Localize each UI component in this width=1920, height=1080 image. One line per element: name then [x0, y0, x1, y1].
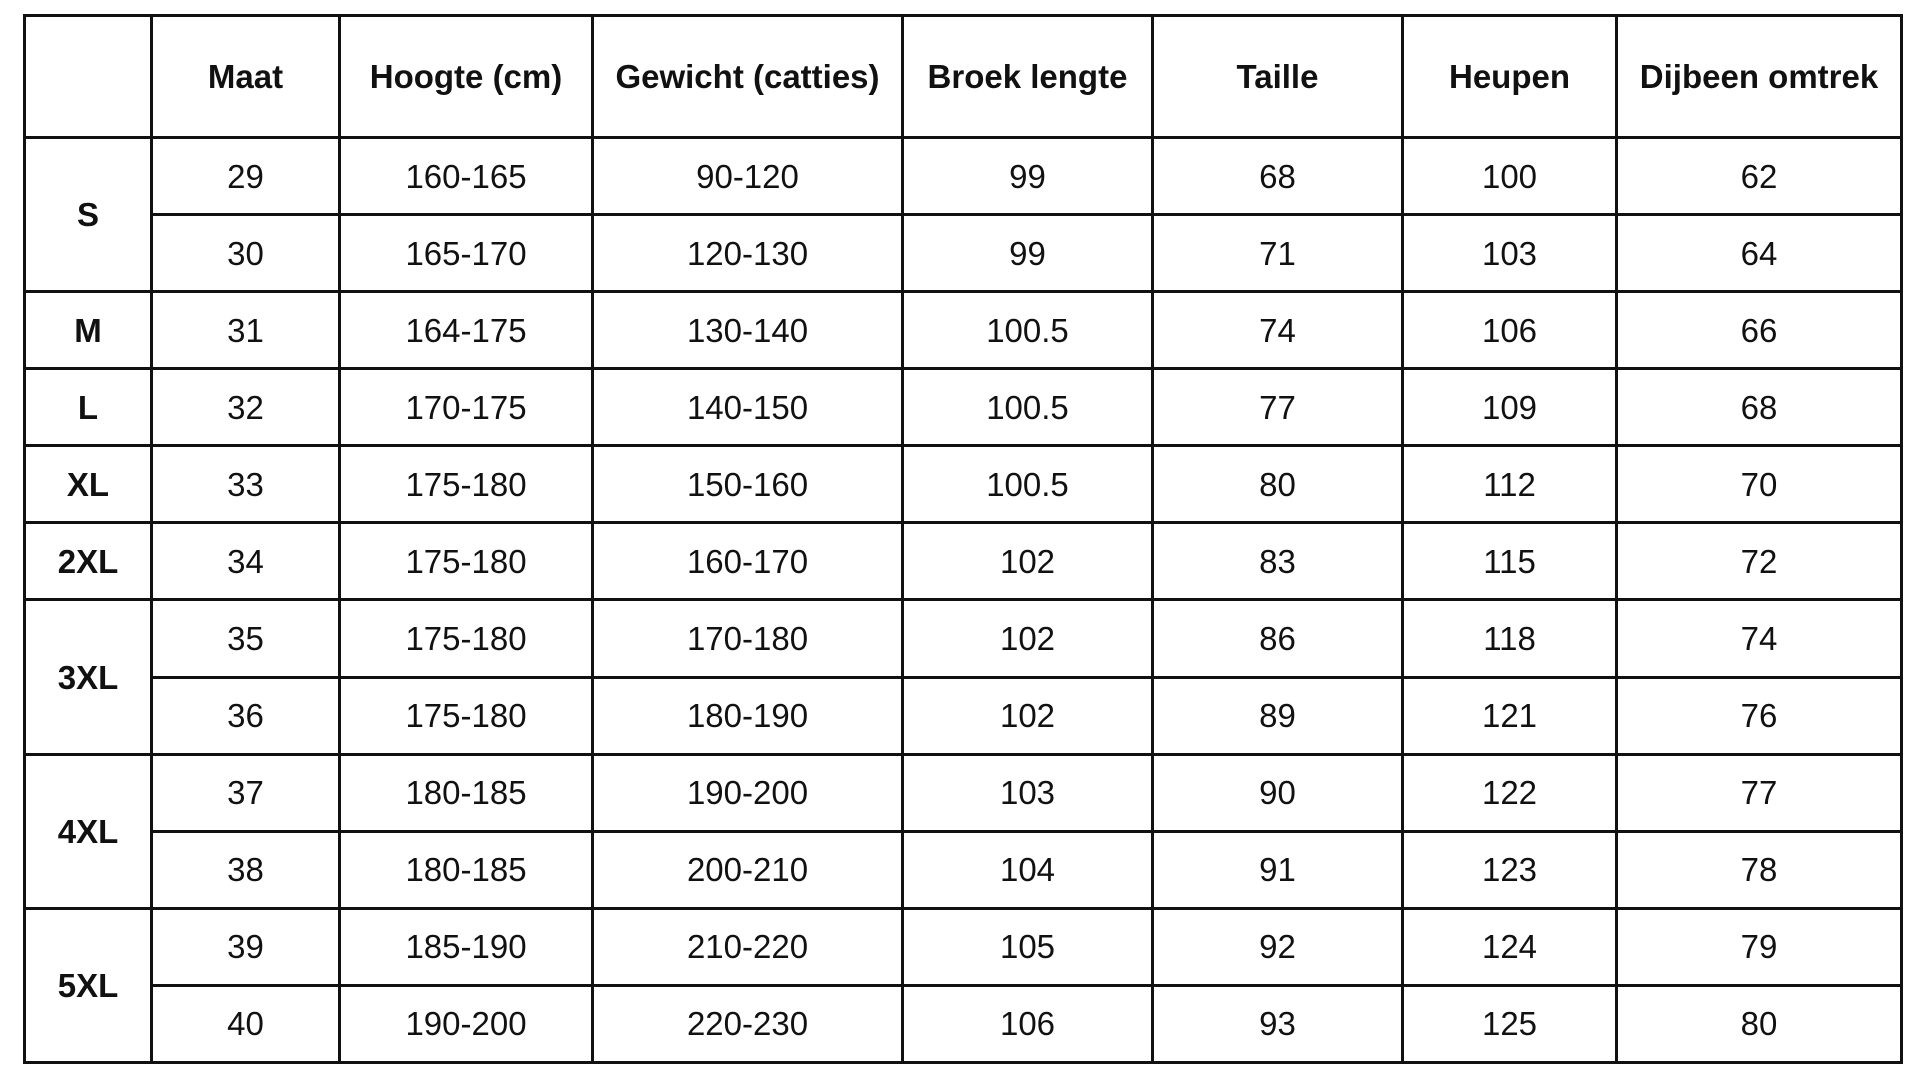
cell-heupen: 123 — [1403, 831, 1617, 908]
cell-hoogte: 175-180 — [340, 600, 593, 677]
table-row — [25, 138, 1902, 215]
cell-hoogte: 175-180 — [340, 677, 593, 754]
cell-gewicht: 150-160 — [593, 446, 903, 523]
cell-heupen: 112 — [1403, 446, 1617, 523]
cell-hoogte: 180-185 — [340, 831, 593, 908]
table-row — [25, 600, 1902, 677]
table-row — [25, 369, 1902, 446]
size-label-cell: XL — [25, 446, 152, 523]
cell-maat: 33 — [152, 446, 340, 523]
cell-gewicht: 170-180 — [593, 600, 903, 677]
cell-dijbeen-omtrek: 74 — [1617, 600, 1902, 677]
cell-maat: 40 — [152, 985, 340, 1062]
cell-broek-lengte: 99 — [903, 138, 1153, 215]
cell-gewicht: 190-200 — [593, 754, 903, 831]
cell-broek-lengte: 102 — [903, 677, 1153, 754]
cell-heupen: 109 — [1403, 369, 1617, 446]
cell-broek-lengte: 105 — [903, 908, 1153, 985]
cell-gewicht: 200-210 — [593, 831, 903, 908]
table-row — [25, 677, 1902, 754]
cell-hoogte: 175-180 — [340, 523, 593, 600]
cell-maat: 31 — [152, 292, 340, 369]
cell-taille: 83 — [1153, 523, 1403, 600]
cell-gewicht: 220-230 — [593, 985, 903, 1062]
cell-taille: 92 — [1153, 908, 1403, 985]
size-chart — [23, 14, 1900, 1064]
table-row — [25, 831, 1902, 908]
cell-gewicht: 120-130 — [593, 215, 903, 292]
table-row — [25, 292, 1902, 369]
cell-dijbeen-omtrek: 79 — [1617, 908, 1902, 985]
cell-broek-lengte: 100.5 — [903, 369, 1153, 446]
cell-broek-lengte: 106 — [903, 985, 1153, 1062]
cell-hoogte: 164-175 — [340, 292, 593, 369]
cell-broek-lengte: 102 — [903, 600, 1153, 677]
size-label-cell: 5XL — [25, 908, 152, 1062]
header-cell-size — [25, 16, 152, 138]
cell-taille: 80 — [1153, 446, 1403, 523]
cell-dijbeen-omtrek: 66 — [1617, 292, 1902, 369]
cell-broek-lengte: 103 — [903, 754, 1153, 831]
table-row — [25, 446, 1902, 523]
cell-heupen: 106 — [1403, 292, 1617, 369]
cell-hoogte: 170-175 — [340, 369, 593, 446]
cell-gewicht: 160-170 — [593, 523, 903, 600]
cell-heupen: 103 — [1403, 215, 1617, 292]
cell-heupen: 122 — [1403, 754, 1617, 831]
cell-gewicht: 130-140 — [593, 292, 903, 369]
cell-dijbeen-omtrek: 76 — [1617, 677, 1902, 754]
cell-hoogte: 160-165 — [340, 138, 593, 215]
cell-taille: 89 — [1153, 677, 1403, 754]
cell-gewicht: 140-150 — [593, 369, 903, 446]
table-row — [25, 908, 1902, 985]
size-label-cell: 2XL — [25, 523, 152, 600]
cell-heupen: 121 — [1403, 677, 1617, 754]
cell-heupen: 118 — [1403, 600, 1617, 677]
cell-heupen: 125 — [1403, 985, 1617, 1062]
cell-broek-lengte: 100.5 — [903, 446, 1153, 523]
table-row — [25, 215, 1902, 292]
header-row — [25, 16, 1902, 138]
cell-hoogte: 180-185 — [340, 754, 593, 831]
cell-dijbeen-omtrek: 70 — [1617, 446, 1902, 523]
size-label-cell: L — [25, 369, 152, 446]
cell-gewicht: 90-120 — [593, 138, 903, 215]
cell-taille: 74 — [1153, 292, 1403, 369]
table-row — [25, 754, 1902, 831]
size-chart-table — [23, 14, 1903, 1064]
cell-broek-lengte: 104 — [903, 831, 1153, 908]
size-label-cell: 4XL — [25, 754, 152, 908]
cell-heupen: 100 — [1403, 138, 1617, 215]
cell-hoogte: 165-170 — [340, 215, 593, 292]
cell-dijbeen-omtrek: 78 — [1617, 831, 1902, 908]
header-cell-broek-lengte: Broek lengte — [903, 16, 1153, 138]
cell-maat: 35 — [152, 600, 340, 677]
cell-hoogte: 185-190 — [340, 908, 593, 985]
cell-heupen: 115 — [1403, 523, 1617, 600]
cell-taille: 91 — [1153, 831, 1403, 908]
size-label-cell: M — [25, 292, 152, 369]
cell-maat: 38 — [152, 831, 340, 908]
cell-taille: 71 — [1153, 215, 1403, 292]
cell-taille: 77 — [1153, 369, 1403, 446]
cell-broek-lengte: 102 — [903, 523, 1153, 600]
cell-maat: 29 — [152, 138, 340, 215]
cell-maat: 39 — [152, 908, 340, 985]
cell-taille: 93 — [1153, 985, 1403, 1062]
header-cell-gewicht: Gewicht (catties) — [593, 16, 903, 138]
cell-gewicht: 210-220 — [593, 908, 903, 985]
cell-dijbeen-omtrek: 62 — [1617, 138, 1902, 215]
size-label-cell: S — [25, 138, 152, 292]
cell-maat: 32 — [152, 369, 340, 446]
cell-hoogte: 175-180 — [340, 446, 593, 523]
cell-gewicht: 180-190 — [593, 677, 903, 754]
table-row — [25, 523, 1902, 600]
cell-maat: 30 — [152, 215, 340, 292]
cell-hoogte: 190-200 — [340, 985, 593, 1062]
header-cell-taille: Taille — [1153, 16, 1403, 138]
header-cell-hoogte: Hoogte (cm) — [340, 16, 593, 138]
cell-dijbeen-omtrek: 72 — [1617, 523, 1902, 600]
cell-maat: 37 — [152, 754, 340, 831]
cell-broek-lengte: 100.5 — [903, 292, 1153, 369]
cell-dijbeen-omtrek: 80 — [1617, 985, 1902, 1062]
cell-taille: 86 — [1153, 600, 1403, 677]
table-body — [25, 138, 1902, 1063]
cell-broek-lengte: 99 — [903, 215, 1153, 292]
cell-dijbeen-omtrek: 77 — [1617, 754, 1902, 831]
size-label-cell: 3XL — [25, 600, 152, 754]
table-row — [25, 985, 1902, 1062]
cell-dijbeen-omtrek: 68 — [1617, 369, 1902, 446]
cell-dijbeen-omtrek: 64 — [1617, 215, 1902, 292]
cell-taille: 68 — [1153, 138, 1403, 215]
header-cell-heupen: Heupen — [1403, 16, 1617, 138]
cell-taille: 90 — [1153, 754, 1403, 831]
header-cell-maat: Maat — [152, 16, 340, 138]
cell-maat: 34 — [152, 523, 340, 600]
header-cell-dijbeen-omtrek: Dijbeen omtrek — [1617, 16, 1902, 138]
cell-heupen: 124 — [1403, 908, 1617, 985]
cell-maat: 36 — [152, 677, 340, 754]
